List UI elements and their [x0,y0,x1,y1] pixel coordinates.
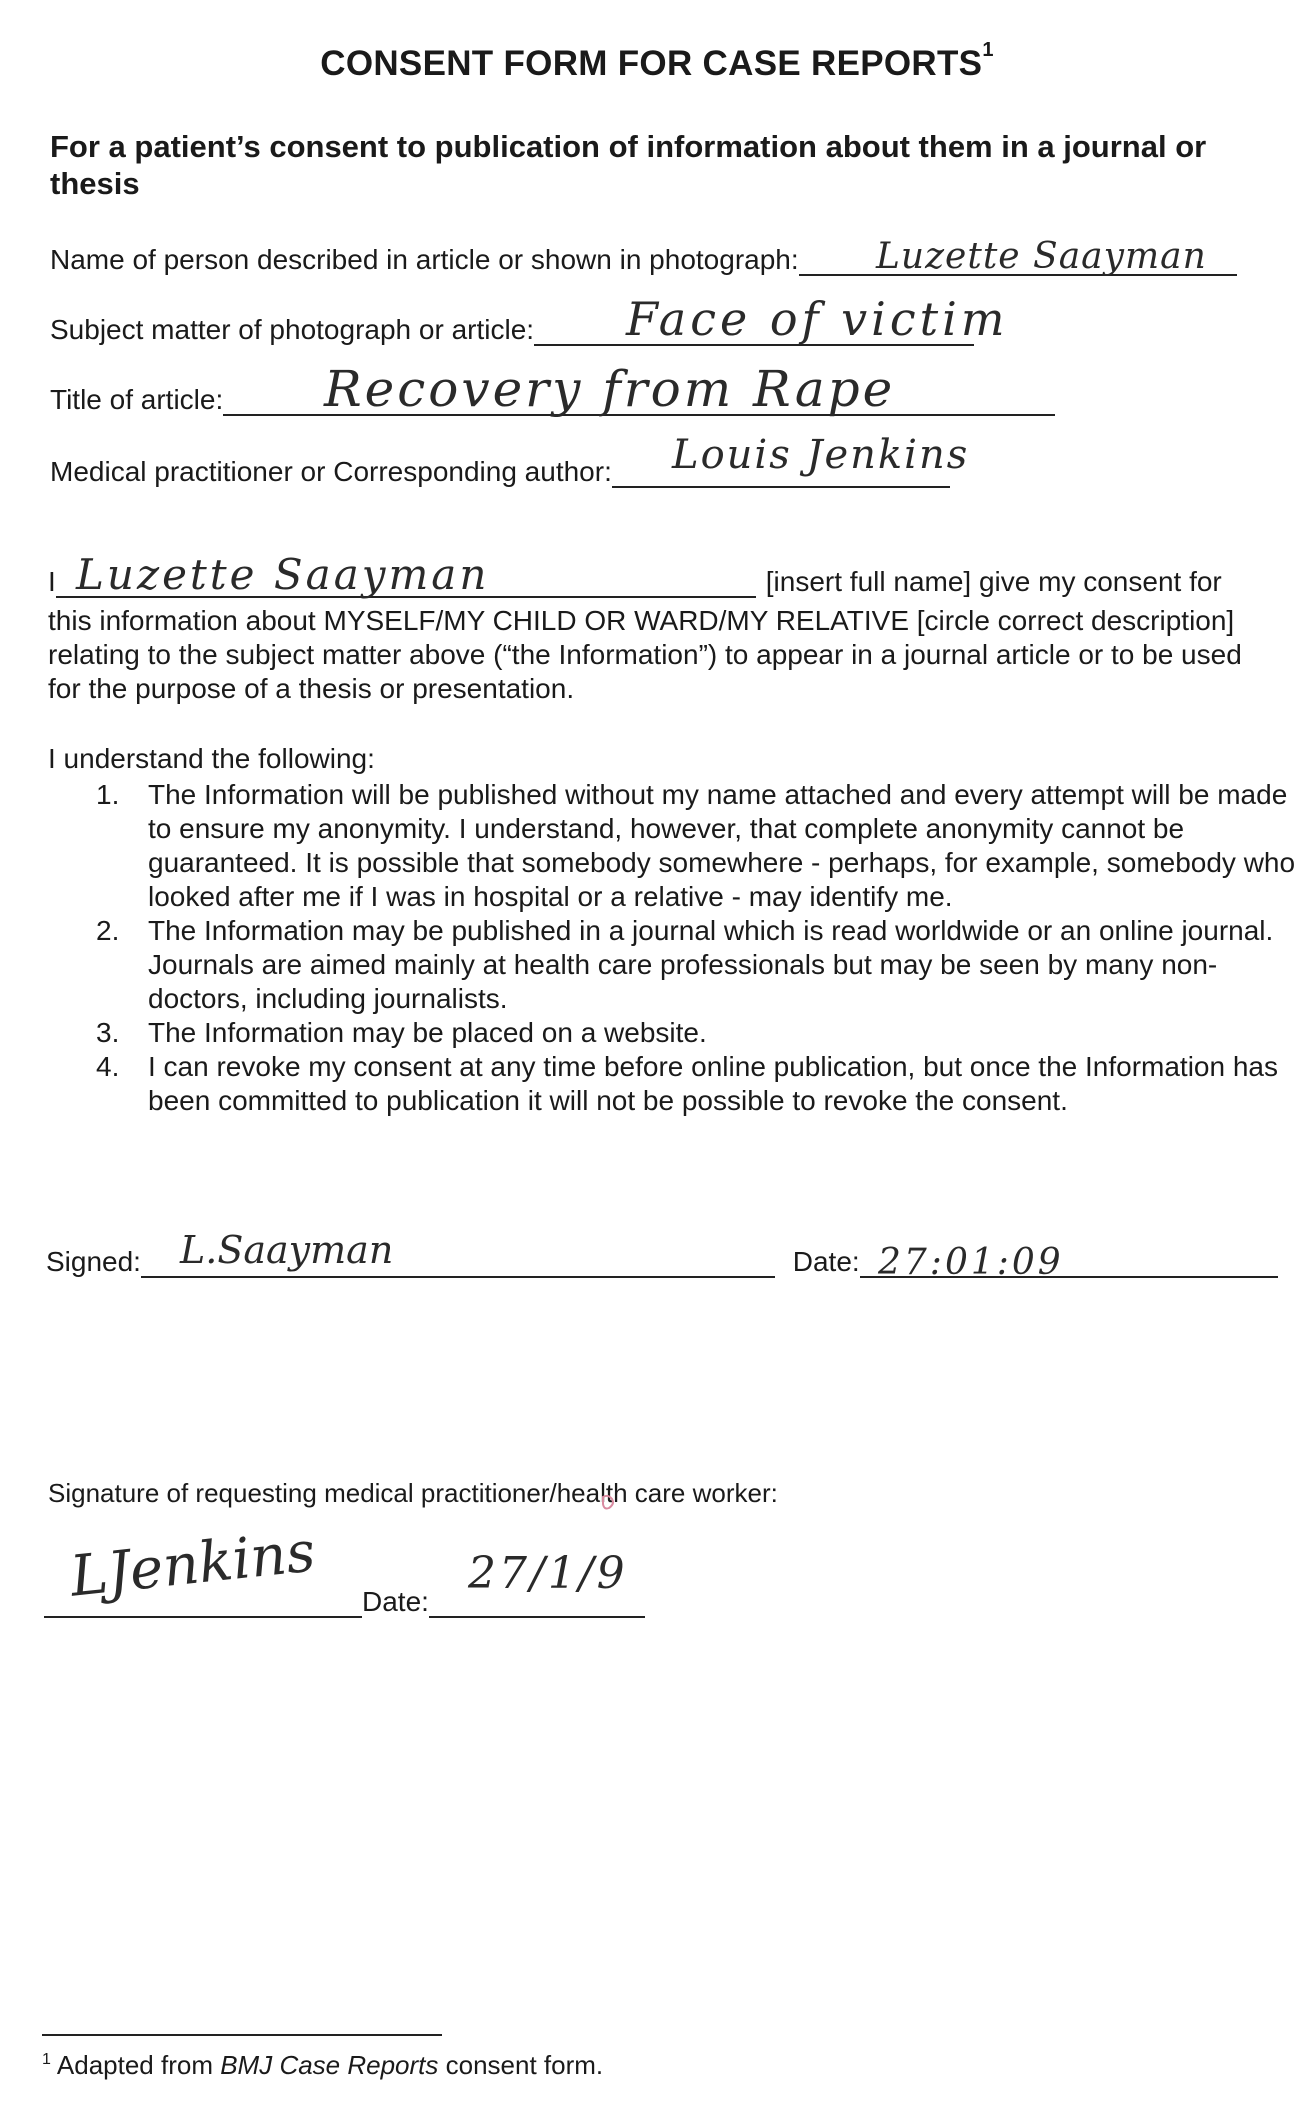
subject-label: Subject matter of photograph or article: [50,314,535,345]
consent-name-handwritten: Luzette Saayman [76,550,490,599]
practitioner-signature: LJenkins [67,1519,319,1610]
list-item-number: 2. [96,915,120,946]
consent-text: this information about MYSELF/MY CHILD OR WARD/MY RELATIVE [circle correct description] relating to the subject matter above (“the Information”) to appear in a journal article or to be used for the purpose of a thesis or presentation. [48,605,1242,704]
person-label: Name of person described in article or shown in photograph: [50,244,799,275]
list-item [48,914,1308,1016]
footnote-divider [42,2034,442,2036]
form-subtitle: For a patient’s consent to publication of information about them in a journal or thesis [50,129,1207,201]
form-title [0,39,1314,84]
article-title-handwritten: Recovery from Rape [324,360,896,418]
footnote-mark: 1 [42,2051,51,2069]
practitioner-signature-label: Signature of requesting medical practitioner/health care worker: [48,1478,778,1508]
practitioner-handwritten: Louis Jenkins [672,432,970,478]
understand-list [48,778,1308,1118]
patient-signature: L.Saayman [180,1228,394,1272]
consent-line1-suffix: [insert full name] give my consent for [765,566,1222,597]
article-title-label: Title of article: [50,384,224,415]
footnote-text-after: consent form. [438,2050,604,2080]
person-handwritten: Luzette Saayman [876,236,1207,277]
list-item [48,1016,1308,1050]
practitioner-sign-line [44,1614,362,1618]
practitioner-line [612,484,950,488]
practitioner-label: Medical practitioner or Corresponding author: [50,456,612,487]
footnote-text-before: Adapted from [56,2050,221,2080]
list-item [48,778,1308,914]
signed-label: Signed: [46,1246,141,1277]
signed-date-label: Date: [792,1246,860,1277]
list-item-number: 4. [96,1051,120,1082]
form-title-text: CONSENT FORM FOR CASE REPORTS [320,44,983,83]
list-item [48,1050,1308,1118]
list-item-number: 3. [96,1017,120,1048]
footnote-text-italic: BMJ Case Reports [220,2050,439,2080]
subject-handwritten: Face of victim [626,292,1009,346]
list-item-number: 1. [96,779,120,810]
list-item-text: I can revoke my consent at any time before online publication, but once the Information has been committed to publication it will not be possible to revoke the consent. [148,1051,1278,1116]
understand-intro: I understand the following: [48,743,375,774]
footnote [42,2050,603,2081]
signed-date-handwritten: 27:01:09 [878,1242,1064,1283]
list-item-text: The Information may be published in a journal which is read worldwide or an online journal. Journals are aimed mainly at health care professionals but may be seen by many non-doctors, including journalists. [148,915,1274,1014]
list-item-text: The Information will be published without my name attached and every attempt will be made to ensure my anonymity. I understand, however, that complete anonymity cannot be guaranteed. It is possible that somebody somewhere - perhaps, for example, somebody who looked after me if I was in hospital or a relative - may identify me. [148,779,1296,912]
title-footnote-mark: 1 [982,39,994,62]
practitioner-date-handwritten: 27/1/9 [468,1548,628,1599]
practitioner-date-line [429,1614,645,1618]
signed-line [141,1274,775,1278]
pen-mark-icon [600,1494,616,1512]
list-item-text: The Information may be placed on a website. [148,1017,707,1048]
consent-prefix: I [48,566,56,597]
practitioner-date-label: Date: [362,1586,429,1617]
